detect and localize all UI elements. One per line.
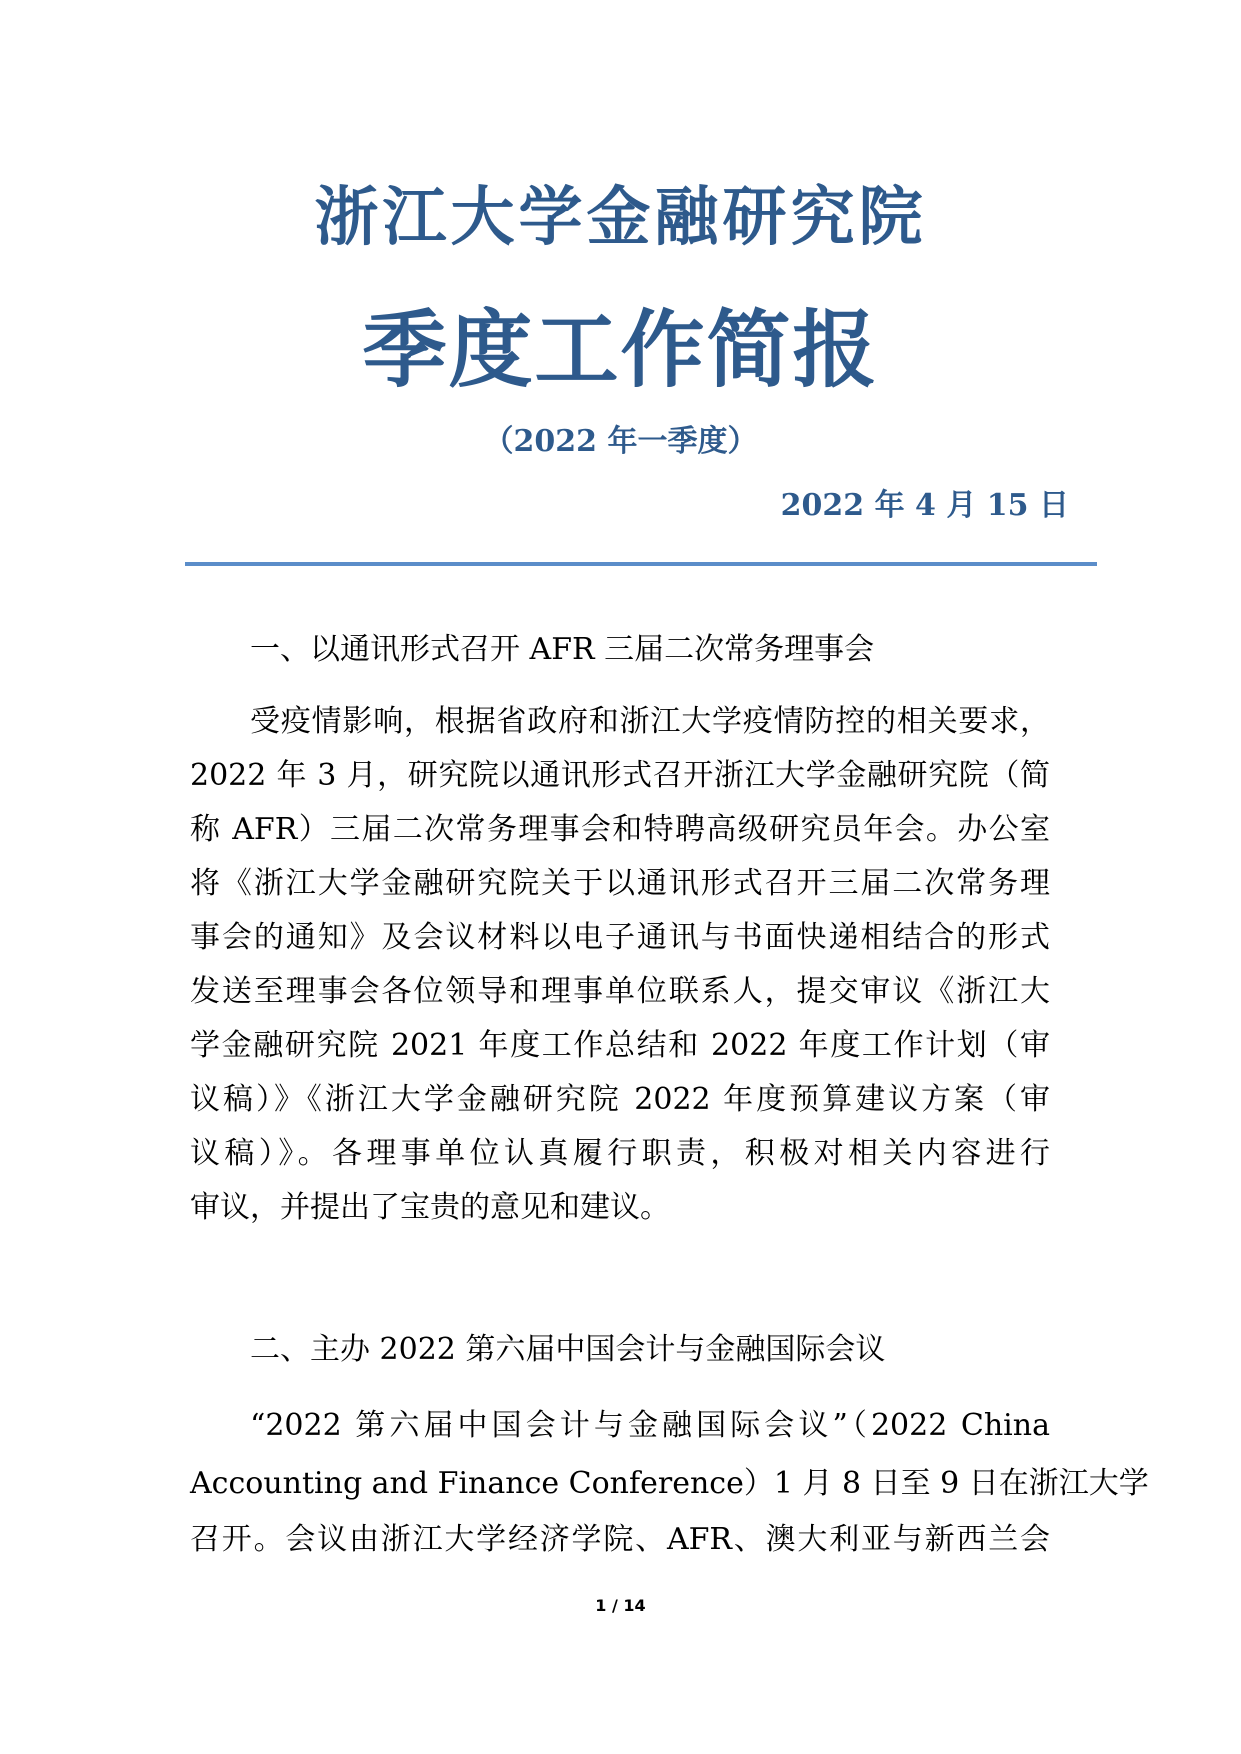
report-title: 季度工作简报 <box>362 300 879 399</box>
section-1-heading: 一、以通讯形式召开 AFR 三届二次常务理事会 <box>250 632 875 667</box>
section-2-line: “2022 第六届中国会计与金融国际会议”（2022 China <box>250 1408 1050 1443</box>
section-2-heading: 二、主办 2022 第六届中国会计与金融国际会议 <box>250 1332 886 1367</box>
section-1-line: 议稿）》《浙江大学金融研究院 2022 年度预算建议方案（审 <box>190 1082 1050 1117</box>
header-divider <box>185 562 1097 566</box>
page-number: 1 / 14 <box>595 1596 646 1615</box>
section-1-line: 称 AFR）三届二次常务理事会和特聘高级研究员年会。办公室 <box>190 812 1050 847</box>
section-1-line: 审议，并提出了宝贵的意见和建议。 <box>190 1190 670 1225</box>
section-1-line: 事会的通知》及会议材料以电子通讯与书面快递相结合的形式 <box>190 920 1050 955</box>
quarter-subtitle: （2022 年一季度） <box>483 424 758 459</box>
report-date: 2022 年 4 月 15 日 <box>780 488 1069 523</box>
institute-title: 浙江大学金融研究院 <box>314 181 927 255</box>
section-1-line: 议稿）》。各理事单位认真履行职责，积极对相关内容进行 <box>190 1136 1050 1171</box>
section-1-line: 学金融研究院 2021 年度工作总结和 2022 年度工作计划（审 <box>190 1028 1050 1063</box>
section-1-line: 发送至理事会各位领导和理事单位联系人，提交审议《浙江大 <box>190 974 1050 1009</box>
section-1-line: 将《浙江大学金融研究院关于以通讯形式召开三届二次常务理 <box>190 866 1050 901</box>
section-2-line: 召开。会议由浙江大学经济学院、AFR、澳大利亚与新西兰会 <box>190 1522 1050 1557</box>
section-1-line: 2022 年 3 月，研究院以通讯形式召开浙江大学金融研究院（简 <box>190 758 1050 793</box>
section-1-line: 受疫情影响，根据省政府和浙江大学疫情防控的相关要求， <box>250 704 1050 739</box>
section-2-line: Accounting and Finance Conference）1 月 8 日至 9 日在浙江大学 <box>190 1466 1149 1501</box>
